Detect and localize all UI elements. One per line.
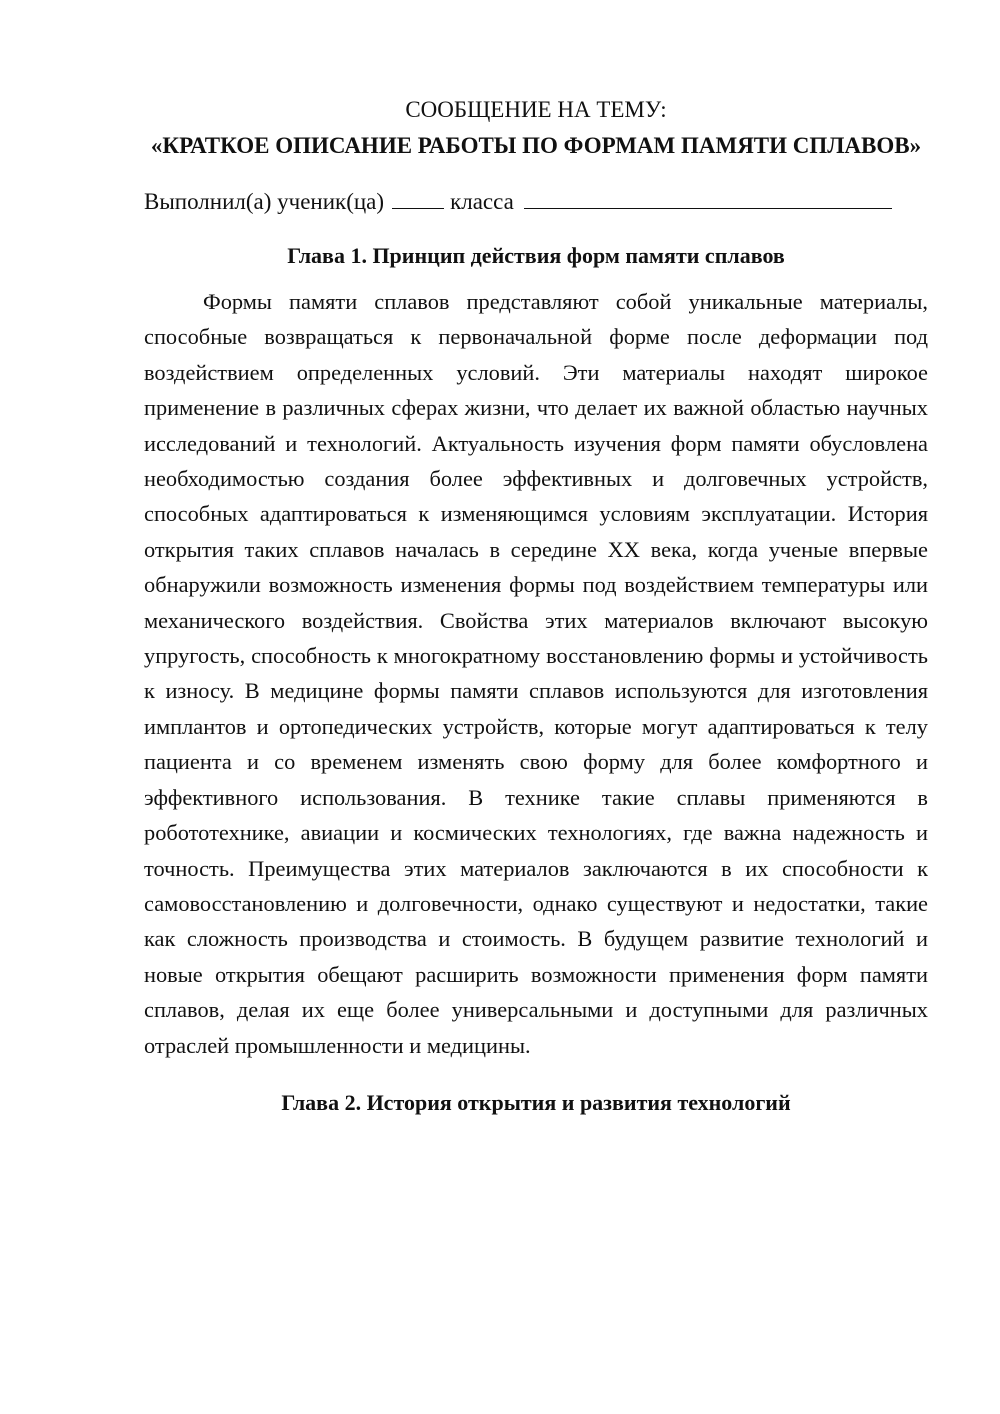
grade-blank-field [392,186,444,209]
chapter-2-heading: Глава 2. История открытия и развития технологий [281,1089,791,1115]
document-header: СООБЩЕНИЕ НА ТЕМУ: [405,97,667,122]
class-label: класса [450,189,514,214]
name-blank-field [524,186,892,209]
chapter-1-heading: Глава 1. Принцип действия форм памяти сплавов [287,243,785,268]
author-line [144,184,928,220]
document-title: «КРАТКОЕ ОПИСАНИЕ РАБОТЫ ПО ФОРМАМ ПАМЯТИ СПЛАВОВ» [150,133,922,158]
chapter-1-paragraph: Формы памяти сплавов представляют собой уникальные материалы, способные возвращаться к первоначальной форме после деформации под воздействием определенных условий. Эти материалы находят широкое применение в различных сферах жизни, что делает их важной областью научных исследований и технологий. Актуальность изучения форм памяти обусловлена необходимостью создания более эффективных и долговечных устройств, способных адаптироваться к изменяющимся условиям эксплуатации. История открытия таких сплавов началась в середине XX века, когда ученые впервые обнаружили возможность изменения формы под воздействием температуры или механического воздействия. Свойства этих материалов включают высокую упругость, способность к многократному восстановлению формы и устойчивость к износу. В медицине формы памяти сплавов используются для изготовления имплантов и ортопедических устройств, которые могут адаптироваться к телу пациента и со временем изменять свою форму для более комфортного и эффективного использования. В технике такие сплавы применяются в робототехнике, авиации и космических технологиях, где важна надежность и точность. Преимущества этих материалов заключаются в их способности к самовосстановлению и долговечности, однако существуют и недостатки, такие как сложность производства и стоимость. В будущем развитие технологий и новые открытия обещают расширить возможности применения форм памяти сплавов, делая их еще более универсальными и доступными для различных отраслей промышленности и медицины. [144,289,928,1058]
author-prefix: Выполнил(а) ученик(ца) [144,189,385,214]
document-page [144,92,928,1131]
